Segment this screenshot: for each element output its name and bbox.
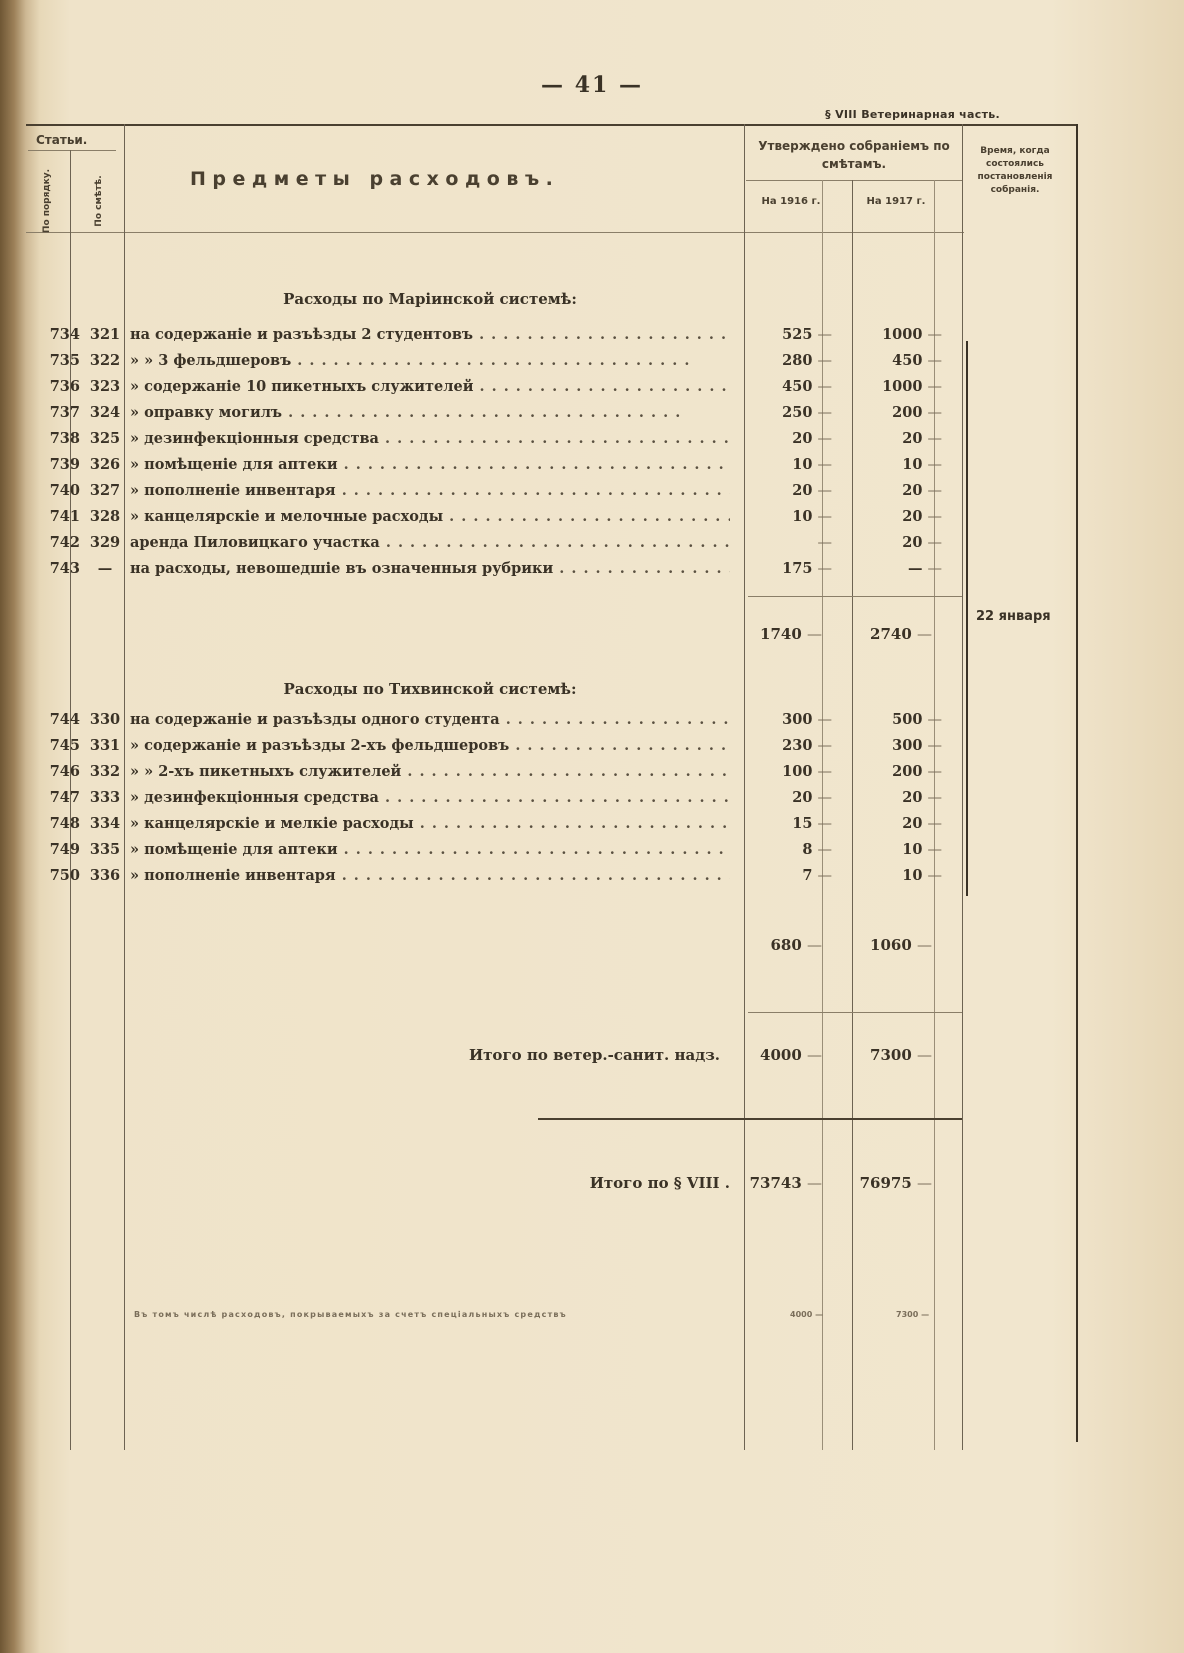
row-description: на расходы, невошедшіе въ означенныя рубрики . . bbox=[130, 556, 730, 582]
row-number: 737 bbox=[49, 404, 80, 421]
row-value-1916: 175 — bbox=[782, 560, 832, 577]
row-number: 741 bbox=[49, 508, 80, 525]
row-description: » пополненіе инвентаря . . bbox=[130, 863, 730, 889]
row-description: на содержаніе и разъѣзды 2 студентовъ . . bbox=[130, 322, 730, 348]
table-row bbox=[26, 400, 966, 426]
row-value-1917: 20 — bbox=[902, 508, 942, 525]
table-row bbox=[26, 785, 966, 811]
row-smeta-number: 334 bbox=[89, 815, 121, 832]
col-title: Предметы расходовъ. bbox=[190, 168, 560, 190]
row-value-1916: 8 — bbox=[802, 841, 832, 858]
row-number: 734 bbox=[49, 326, 80, 343]
row-description: аренда Пиловицкаго участка . . bbox=[130, 530, 730, 556]
table-row bbox=[26, 478, 966, 504]
row-value-1916: 100 — bbox=[782, 763, 832, 780]
row-number: 747 bbox=[49, 789, 80, 806]
table-row bbox=[26, 452, 966, 478]
row-description: » дезинфекціонныя средства . . bbox=[130, 426, 730, 452]
special-funds-1917: 7300 — bbox=[896, 1310, 930, 1319]
row-number: 746 bbox=[49, 763, 80, 780]
table-row bbox=[26, 374, 966, 400]
table-row bbox=[26, 733, 966, 759]
row-value-1917: 20 — bbox=[902, 482, 942, 499]
table-row bbox=[26, 426, 966, 452]
running-head: § VIII Ветеринарная часть. bbox=[825, 108, 1000, 121]
row-smeta-number: 325 bbox=[89, 430, 121, 447]
col-time: Время, когда состоялись постановленія собранія. bbox=[977, 146, 1053, 195]
row-number: 736 bbox=[49, 378, 80, 395]
row-value-1916: 10 — bbox=[792, 456, 832, 473]
row-smeta-number: 332 bbox=[89, 763, 121, 780]
table-row bbox=[26, 707, 966, 733]
table-row bbox=[26, 530, 966, 556]
row-value-1916: 525 — bbox=[782, 326, 832, 343]
table-top-rule bbox=[26, 124, 1076, 126]
subtotal-1917-mariinsk: 2740 — bbox=[870, 625, 932, 643]
row-description: » помѣщеніе для аптеки . . bbox=[130, 837, 730, 863]
row-value-1917: 10 — bbox=[902, 456, 942, 473]
table-row bbox=[26, 556, 966, 582]
row-smeta-number: 322 bbox=[89, 352, 121, 369]
col-approved: Утверждено собраніемъ по смѣтамъ. bbox=[758, 139, 950, 171]
subtotal-1916-mariinsk: 1740 — bbox=[760, 625, 822, 643]
row-value-1917: — — bbox=[907, 560, 942, 577]
row-smeta-number: 327 bbox=[89, 482, 121, 499]
row-number: 745 bbox=[49, 737, 80, 754]
row-value-1916: — bbox=[817, 535, 832, 551]
row-value-1917: 500 — bbox=[892, 711, 942, 728]
row-value-1916: 7 — bbox=[802, 867, 832, 884]
special-funds-1916: 4000 — bbox=[790, 1310, 824, 1319]
row-value-1916: 20 — bbox=[792, 789, 832, 806]
row-description: » содержаніе и разъѣзды 2-хъ фельдшеровъ . . bbox=[130, 733, 730, 759]
row-value-1916: 280 — bbox=[782, 352, 832, 369]
row-number: 750 bbox=[49, 867, 80, 884]
row-description: » помѣщеніе для аптеки . . bbox=[130, 452, 730, 478]
row-value-1916: 230 — bbox=[782, 737, 832, 754]
row-number: 735 bbox=[49, 352, 80, 369]
row-description: » содержаніе 10 пикетныхъ служителей . . bbox=[130, 374, 730, 400]
row-value-1917: 20 — bbox=[902, 430, 942, 447]
row-number: 749 bbox=[49, 841, 80, 858]
col-stati: Статьи. bbox=[36, 133, 88, 147]
row-smeta-number: 326 bbox=[89, 456, 121, 473]
row-description: » канцелярскіе и мелкіе расходы . . bbox=[130, 811, 730, 837]
row-value-1916: 15 — bbox=[792, 815, 832, 832]
table-row bbox=[26, 863, 966, 889]
row-value-1916: 300 — bbox=[782, 711, 832, 728]
row-description: на содержаніе и разъѣзды одного студента . . bbox=[130, 707, 730, 733]
row-smeta-number: 336 bbox=[89, 867, 121, 884]
row-number: 740 bbox=[49, 482, 80, 499]
vet-total-1916: 4000 — bbox=[760, 1046, 822, 1064]
row-number: 744 bbox=[49, 711, 80, 728]
table-row bbox=[26, 348, 966, 374]
row-value-1916: 250 — bbox=[782, 404, 832, 421]
row-value-1916: 10 — bbox=[792, 508, 832, 525]
row-value-1917: 10 — bbox=[902, 841, 942, 858]
table-row bbox=[26, 811, 966, 837]
subtotal-1916-tikhvin: 680 — bbox=[770, 936, 822, 954]
row-value-1917: 20 — bbox=[902, 534, 942, 551]
row-value-1917: 1000 — bbox=[882, 326, 942, 343]
row-description: » пополненіе инвентаря . . bbox=[130, 478, 730, 504]
row-smeta-number: 330 bbox=[89, 711, 121, 728]
row-number: 738 bbox=[49, 430, 80, 447]
special-funds-label: Въ томъ числѣ расходовъ, покрываемыхъ за счетъ спеціальныхъ средствъ bbox=[134, 1310, 567, 1319]
table-row bbox=[26, 322, 966, 348]
row-value-1917: 10 — bbox=[902, 867, 942, 884]
row-number: 742 bbox=[49, 534, 80, 551]
subheader-rule bbox=[746, 180, 962, 181]
row-number: 739 bbox=[49, 456, 80, 473]
row-value-1917: 1000 — bbox=[882, 378, 942, 395]
row-smeta-number: — bbox=[97, 560, 113, 577]
viii-total-1916: 73743 — bbox=[749, 1174, 822, 1192]
row-description: » » 2-хъ пикетныхъ служителей . . bbox=[130, 759, 730, 785]
section-title-tikhvin: Расходы по Тихвинской системѣ: bbox=[283, 680, 577, 698]
section-title-mariinsk: Расходы по Маріинской системѣ: bbox=[283, 290, 577, 308]
row-smeta-number: 335 bbox=[89, 841, 121, 858]
subtotal-1917-tikhvin: 1060 — bbox=[870, 936, 932, 954]
row-value-1917: 200 — bbox=[892, 404, 942, 421]
subtotal-rule-1 bbox=[748, 596, 962, 597]
table-right-rule bbox=[1076, 124, 1078, 1442]
row-smeta-number: 329 bbox=[89, 534, 121, 551]
row-smeta-number: 323 bbox=[89, 378, 121, 395]
vet-total-label: Итого по ветер.-санит. надз. bbox=[468, 1046, 720, 1064]
row-value-1917: 450 — bbox=[892, 352, 942, 369]
table-row bbox=[26, 504, 966, 530]
row-smeta-number: 333 bbox=[89, 789, 121, 806]
row-smeta-number: 324 bbox=[89, 404, 121, 421]
date-brace bbox=[966, 341, 971, 896]
row-smeta-number: 321 bbox=[89, 326, 121, 343]
vet-total-1917: 7300 — bbox=[870, 1046, 932, 1064]
row-smeta-number: 331 bbox=[89, 737, 121, 754]
header-bottom-rule bbox=[26, 232, 964, 233]
row-smeta-number: 328 bbox=[89, 508, 121, 525]
row-value-1917: 300 — bbox=[892, 737, 942, 754]
row-value-1916: 20 — bbox=[792, 482, 832, 499]
col-po-poryadku: По порядку. bbox=[42, 168, 52, 234]
grand-total-rule bbox=[538, 1118, 962, 1120]
row-description: » дезинфекціонныя средства . . bbox=[130, 785, 730, 811]
row-value-1917: 20 — bbox=[902, 789, 942, 806]
row-value-1917: 200 — bbox=[892, 763, 942, 780]
row-number: 743 bbox=[49, 560, 80, 577]
row-value-1916: 450 — bbox=[782, 378, 832, 395]
row-value-1916: 20 — bbox=[792, 430, 832, 447]
viii-total-1917: 76975 — bbox=[859, 1174, 932, 1192]
table-row bbox=[26, 759, 966, 785]
row-description: » » 3 фельдшеровъ . . bbox=[130, 348, 730, 374]
row-value-1917: 20 — bbox=[902, 815, 942, 832]
row-number: 748 bbox=[49, 815, 80, 832]
page-number: — 41 — bbox=[541, 72, 643, 98]
totals-rule bbox=[748, 1012, 962, 1013]
resolution-date: 22 января bbox=[976, 609, 1051, 624]
col-1917: На 1917 г. bbox=[866, 196, 926, 207]
stati-rule bbox=[28, 150, 116, 151]
row-description: » канцелярскіе и мелочные расходы . . bbox=[130, 504, 730, 530]
table-row bbox=[26, 837, 966, 863]
viii-total-label: Итого по § VIII . bbox=[589, 1174, 730, 1192]
col-1916: На 1916 г. bbox=[761, 196, 821, 207]
row-description: » оправку могилъ . . bbox=[130, 400, 730, 426]
col-po-smete: По смѣтѣ. bbox=[94, 175, 104, 227]
